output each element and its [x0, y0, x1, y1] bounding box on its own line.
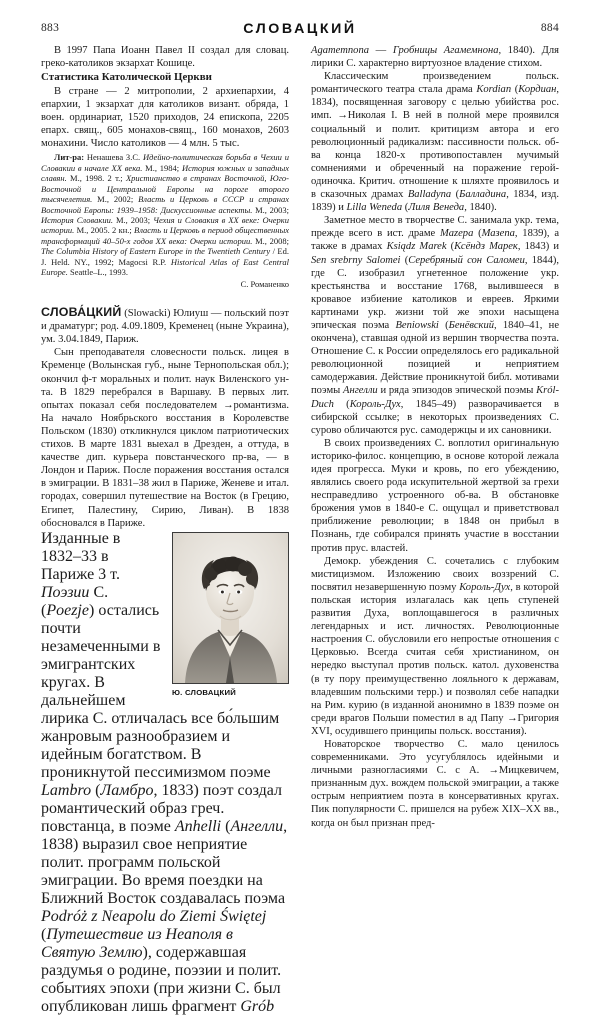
body-text: . На начало Ноябрьского восстания в Королевстве Польском (1830) откликнулся циклом патриотических стихов. В марте 1831 выехал в Дрезден, а оттуда, в качестве дип. курьера повстанческого пр-ва, — в Лондон и Париж. После поражения восстания остался в эмиграции. В 1831–38 жил в Париже, Женеве и итал. городах, совершил путешествие на Восток (в Грецию, Египет, Палестину, Сирию, Ливан). В 1838 обосновался в Париже.	[41, 399, 289, 529]
cross-reference-arrow-icon: →	[506, 712, 518, 724]
biblio-text: М., 2003;	[112, 214, 154, 225]
entry-latin-name: (Slowacki)	[124, 308, 171, 320]
work-title: Ламбро	[100, 781, 154, 799]
body-text: (	[91, 781, 101, 799]
biblio-text: Seattle–L., 1993.	[67, 267, 129, 278]
entry-slowacki	[41, 306, 289, 1016]
work-title: Grób	[240, 997, 275, 1015]
body-text: (	[333, 398, 350, 410]
bibliography-label: Лит-ра:	[54, 152, 85, 163]
body-text: (	[451, 189, 460, 201]
biblio-text: М., 1998. 2 т.;	[66, 173, 126, 184]
body-text: —	[369, 45, 393, 56]
biblio-text: М., 2008;	[252, 235, 290, 246]
body-text: , 1840–41, не окончена), ставшая одной из вершин творчества поэта. Отношение С. к России определялось его радикальной революционной позицией и неприятием самодержавия. Действие проникнутой библ. мотивами поэмы	[311, 319, 559, 397]
work-title: Король-Дух	[349, 398, 401, 410]
work-title: Серебряный сон Саломеи	[408, 254, 525, 266]
work-title: Poezje	[46, 601, 89, 619]
biblio-title: Христианство в странах Восточной, Юго-Восточной и Центральной Европы на пороге второго тысячелетия.	[41, 173, 289, 205]
body-text: (	[221, 817, 231, 835]
body-text: С. (	[41, 583, 109, 619]
body-text: , 1833) поэт создал романтический образ греч. повстанца, в поэме	[41, 781, 282, 835]
body-text: и ряда эпизодов эпической поэмы	[377, 385, 537, 397]
body-text: (	[511, 84, 519, 96]
portrait-frame	[172, 532, 289, 684]
work-title: Ксёндз Марек	[454, 241, 518, 253]
work-title: Ангелли	[230, 817, 284, 835]
body-text: , 1840).	[464, 202, 497, 214]
body-text: Классическим произведением польск. романтического театра стала драма	[311, 71, 559, 96]
biblio-title: Власть и Церковь в СССР и странах Восточной Европы: 1939–1958: Дискуссионные аспекты.	[41, 194, 290, 215]
work-title: Путешествие из Неаполя в Святую Землю	[41, 925, 233, 961]
body-text: , 1834), посвященная заговору с целью убийства рос. имп.	[311, 84, 559, 122]
folio-left: 883	[41, 22, 60, 34]
work-title: Beniowski	[395, 319, 439, 331]
right-column	[311, 44, 559, 829]
work-title: Поэзии	[41, 583, 90, 601]
biblio-title: The Columbia History of Eastern Europe in the Twentieth Century	[41, 246, 271, 257]
portrait-illustration	[173, 533, 288, 683]
work-title: Гробницы Агамемнона	[392, 45, 499, 56]
biblio-text: М., 2005. 2 кн.;	[74, 225, 135, 236]
work-title: Balladyna	[407, 189, 452, 201]
paragraph-statistics: В стране — 2 митрополии, 2 архиепархии, 4 епархии, 1 экзархат для католиков визант. обряда, 1 воен. ординариат, 1520 приходов, 24 епископа, 2205 епарх. свящ., 605 монахов-свящ., 160 монахов, 2603 монахини. Число католиков — 4 млн. 5 тыс.	[41, 85, 289, 150]
running-head	[0, 22, 600, 40]
work-title: Agamemnona	[311, 45, 369, 56]
body-text: , в которой польская история излагалась как цепь ступеней развития Духа, воплощавшегося в различных легендарных и ист. личностях. Революционные настроения С. обусловили его непростые отношения с Церковью. Всегда считая себя христианином, он нередко выступал против польск. катол. духовенства (в ту пору преимущественно лояльного к державам, владевшим польскими терр.) и позволял себе нападки на Рим. курию (в изданной анонимно в 1839 поэме он среди врагов Польши поместил в ад Папу	[311, 581, 559, 724]
subheading-statistics: Статистика Католической Церкви	[41, 71, 212, 84]
body-text: , осудившего принципы польск. восстания).	[329, 725, 527, 737]
work-title: Ангелли	[343, 385, 378, 397]
body-text: Демокр. убеждения С. сочетались с глубоким мистицизмом. Изложению своих воззрений С. посвятил незавершенную поэму	[311, 555, 559, 593]
cross-reference-arrow-icon: →	[488, 765, 499, 777]
work-title: Баллaдина	[459, 189, 507, 201]
body-text: , 1844), где С. изобразил угнетенное положение укр. крестьянства и восстание 1768, вылившееся в кровавое избиение католиков и евреев. Яркими картинами укр. жизни той же эпохи насыщена эпическая поэма	[311, 254, 559, 331]
biblio-title: Власть и Церковь в период общественных трансформаций 40–50-х годов XX века: Очерки истории.	[41, 225, 289, 246]
work-title: Lambro	[41, 781, 92, 799]
biblio-title: История южных и западных славян.	[41, 162, 289, 184]
biblio-title: Historical Atlas of East Central Europe.	[41, 256, 289, 278]
work-title: Mazepa	[439, 228, 474, 240]
body-text: , 1840). Для лирики С. характерно виртуозное владение стихом.	[311, 45, 559, 70]
paragraph-kordian	[311, 70, 559, 214]
biblio-text: / Ed. J. Held. NY., 1992; Magocsi R.P.	[41, 246, 289, 267]
portrait-figure	[172, 532, 289, 697]
work-title: Лиля Венеда	[408, 202, 465, 214]
cross-reference-link[interactable]: романтизма	[233, 399, 287, 411]
body-text: , 1845–49) разворачивается в сибирской ссылке; в некоторых произведениях С. сурово обличаются рус. самодержцы и их сановники.	[311, 398, 559, 436]
paragraph-biography	[41, 346, 289, 529]
page-title: СЛОВАЦКИЙ	[243, 21, 357, 37]
work-title: Ksiądz Marek	[386, 241, 447, 253]
paragraph-ukrainian-theme	[311, 214, 559, 437]
paragraph-reception	[311, 738, 559, 830]
bibliography	[41, 152, 289, 277]
body-text: , 1843) и	[517, 241, 559, 253]
work-title: Sen srebrny Salomei	[311, 254, 401, 266]
cross-reference-arrow-icon: →	[337, 110, 348, 122]
body-text: Сын преподавателя словесности польск. лицея в Кременце (Волынская губ., ныне Тернопольская обл.); окончил ф-т моральных и полит. наук Виленского ун-та. В 1829 перебрался в Варшаву. В первых лит. опытах показал себя последователем	[41, 347, 289, 411]
cross-reference-arrow-icon: →	[222, 399, 234, 411]
entry-lede	[41, 306, 289, 346]
body-text: Новаторское творчество С. мало ценилось современниками. Это усугублялось идейными и личными разногласиями С. с А.	[311, 738, 559, 777]
entry-lede-rest: Юлиуш — польский поэт и драматург; род. 4.09.1809, Кременец (ныне Украина), ум. 3.04.1849, Париж.	[41, 308, 289, 346]
work-title: Kordian	[476, 84, 512, 96]
work-title: Кордиан	[518, 84, 557, 96]
biblio-text: Ненашева З.С.	[84, 152, 143, 163]
work-title: Бенёвский	[448, 319, 495, 331]
body-text: (	[438, 319, 449, 331]
paragraph-continued	[311, 44, 559, 70]
body-text: ), содержавшая раздумья о родине, поэзии и полит. событиях эпохи (при жизни С. был опубликован лишь фрагмент	[41, 943, 282, 1015]
cross-reference-link[interactable]: Мицкевичем	[498, 765, 557, 777]
column-container	[41, 44, 559, 1015]
work-title: Król-Duch	[311, 385, 559, 410]
body-text: (	[473, 228, 482, 240]
body-text: (	[446, 241, 455, 253]
biblio-title: Идейно-политическая борьба в Чехии и Словакии в начале XX века.	[41, 152, 290, 173]
biblio-title: История Словакии.	[41, 214, 113, 225]
biblio-text: М., 1984;	[142, 162, 182, 173]
entry-headword: СЛОВА́ЦКИЙ	[41, 305, 122, 320]
cross-reference-link[interactable]: Николая I	[347, 110, 395, 122]
body-text: , признанным дух. вождем польской эмиграции, а также острым неприятием поэта в консервативных кругах. Пик популярности С. пришелся на рубеж XIX–XX вв., когда он был признан пред-	[311, 765, 559, 829]
portrait-caption: Ю. СЛОВАЦКИЙ	[172, 687, 237, 697]
work-title: Мазепа	[481, 228, 515, 240]
body-text: ) остались почти незамеченными в эмигрантских кругах. В дальнейшем лирика С. отличалась все бо́льшим жанровым разнообразием и идейным богатством. В проникнутой пессимизмом поэме	[41, 601, 280, 781]
body-text: (	[41, 925, 47, 943]
body-text: , 1838) выразил свое неприятие полит. программ польской эмиграции. Во время поездки на Ближний Восток создавалась поэма	[41, 817, 288, 907]
body-text: , 1839), а также в драмах	[311, 228, 559, 253]
biblio-text: М., 2002;	[92, 194, 139, 205]
left-column	[41, 44, 290, 1015]
body-text: . В ней в полной мере проявился социальный и полит. критицизм автора и его революционный радикализм: пассивности польск. об-ва конца 1820-х противопоставлен мучимый сомнениями и обреченный на поражение герой-одиночка. Критич. отношение к шляхте проявилось и в сказочных драмах	[311, 110, 559, 201]
paragraph-mysticism	[311, 555, 559, 738]
body-text: Изданные в 1832–33 в Париже 3 т.	[41, 529, 121, 583]
body-text: (	[402, 202, 409, 214]
biblio-text: М., 2003;	[252, 204, 289, 215]
body-text: Заметное место в творчестве С. занимала укр. тема, прежде всего в ист. драме	[311, 215, 559, 240]
entry-spacer	[41, 289, 289, 306]
author-signature: С. Романенко	[240, 278, 289, 289]
work-title: Anhelli	[174, 817, 222, 835]
paragraph-philosophy: В своих произведениях С. воплотил оригинальную историко-филос. концепцию, в основе которой лежала идея прогресса. Муки и кровь, по его убеждению, являлись своего рода искупительной жертвой за грехи несправедливо устроенного об-ва. В обстановке брожения умов в 1840-е С. ощущал и приветствовал приближение революции; в 1848 он прибыл в Познань, где собирался принять участие в восстании против прус. властей.	[311, 437, 559, 554]
work-title: Lilla Weneda	[346, 202, 403, 214]
biblio-title: Чехия и Словакия в XX веке: Очерки истории.	[41, 214, 289, 236]
work-title: Podróż z Neapolu do Ziemi Świętej	[41, 907, 267, 925]
folio-right: 884	[540, 22, 559, 34]
cross-reference-link[interactable]: Григория XVI	[311, 712, 559, 737]
work-title: Король-Дух	[459, 581, 511, 593]
body-text: (	[400, 254, 409, 266]
body-text: , 1834, изд. 1839) и	[311, 189, 559, 214]
paragraph-exarchate: В 1997 Папа Иоанн Павел II создал для словац. греко-католиков экзархат Кошице.	[41, 45, 289, 70]
